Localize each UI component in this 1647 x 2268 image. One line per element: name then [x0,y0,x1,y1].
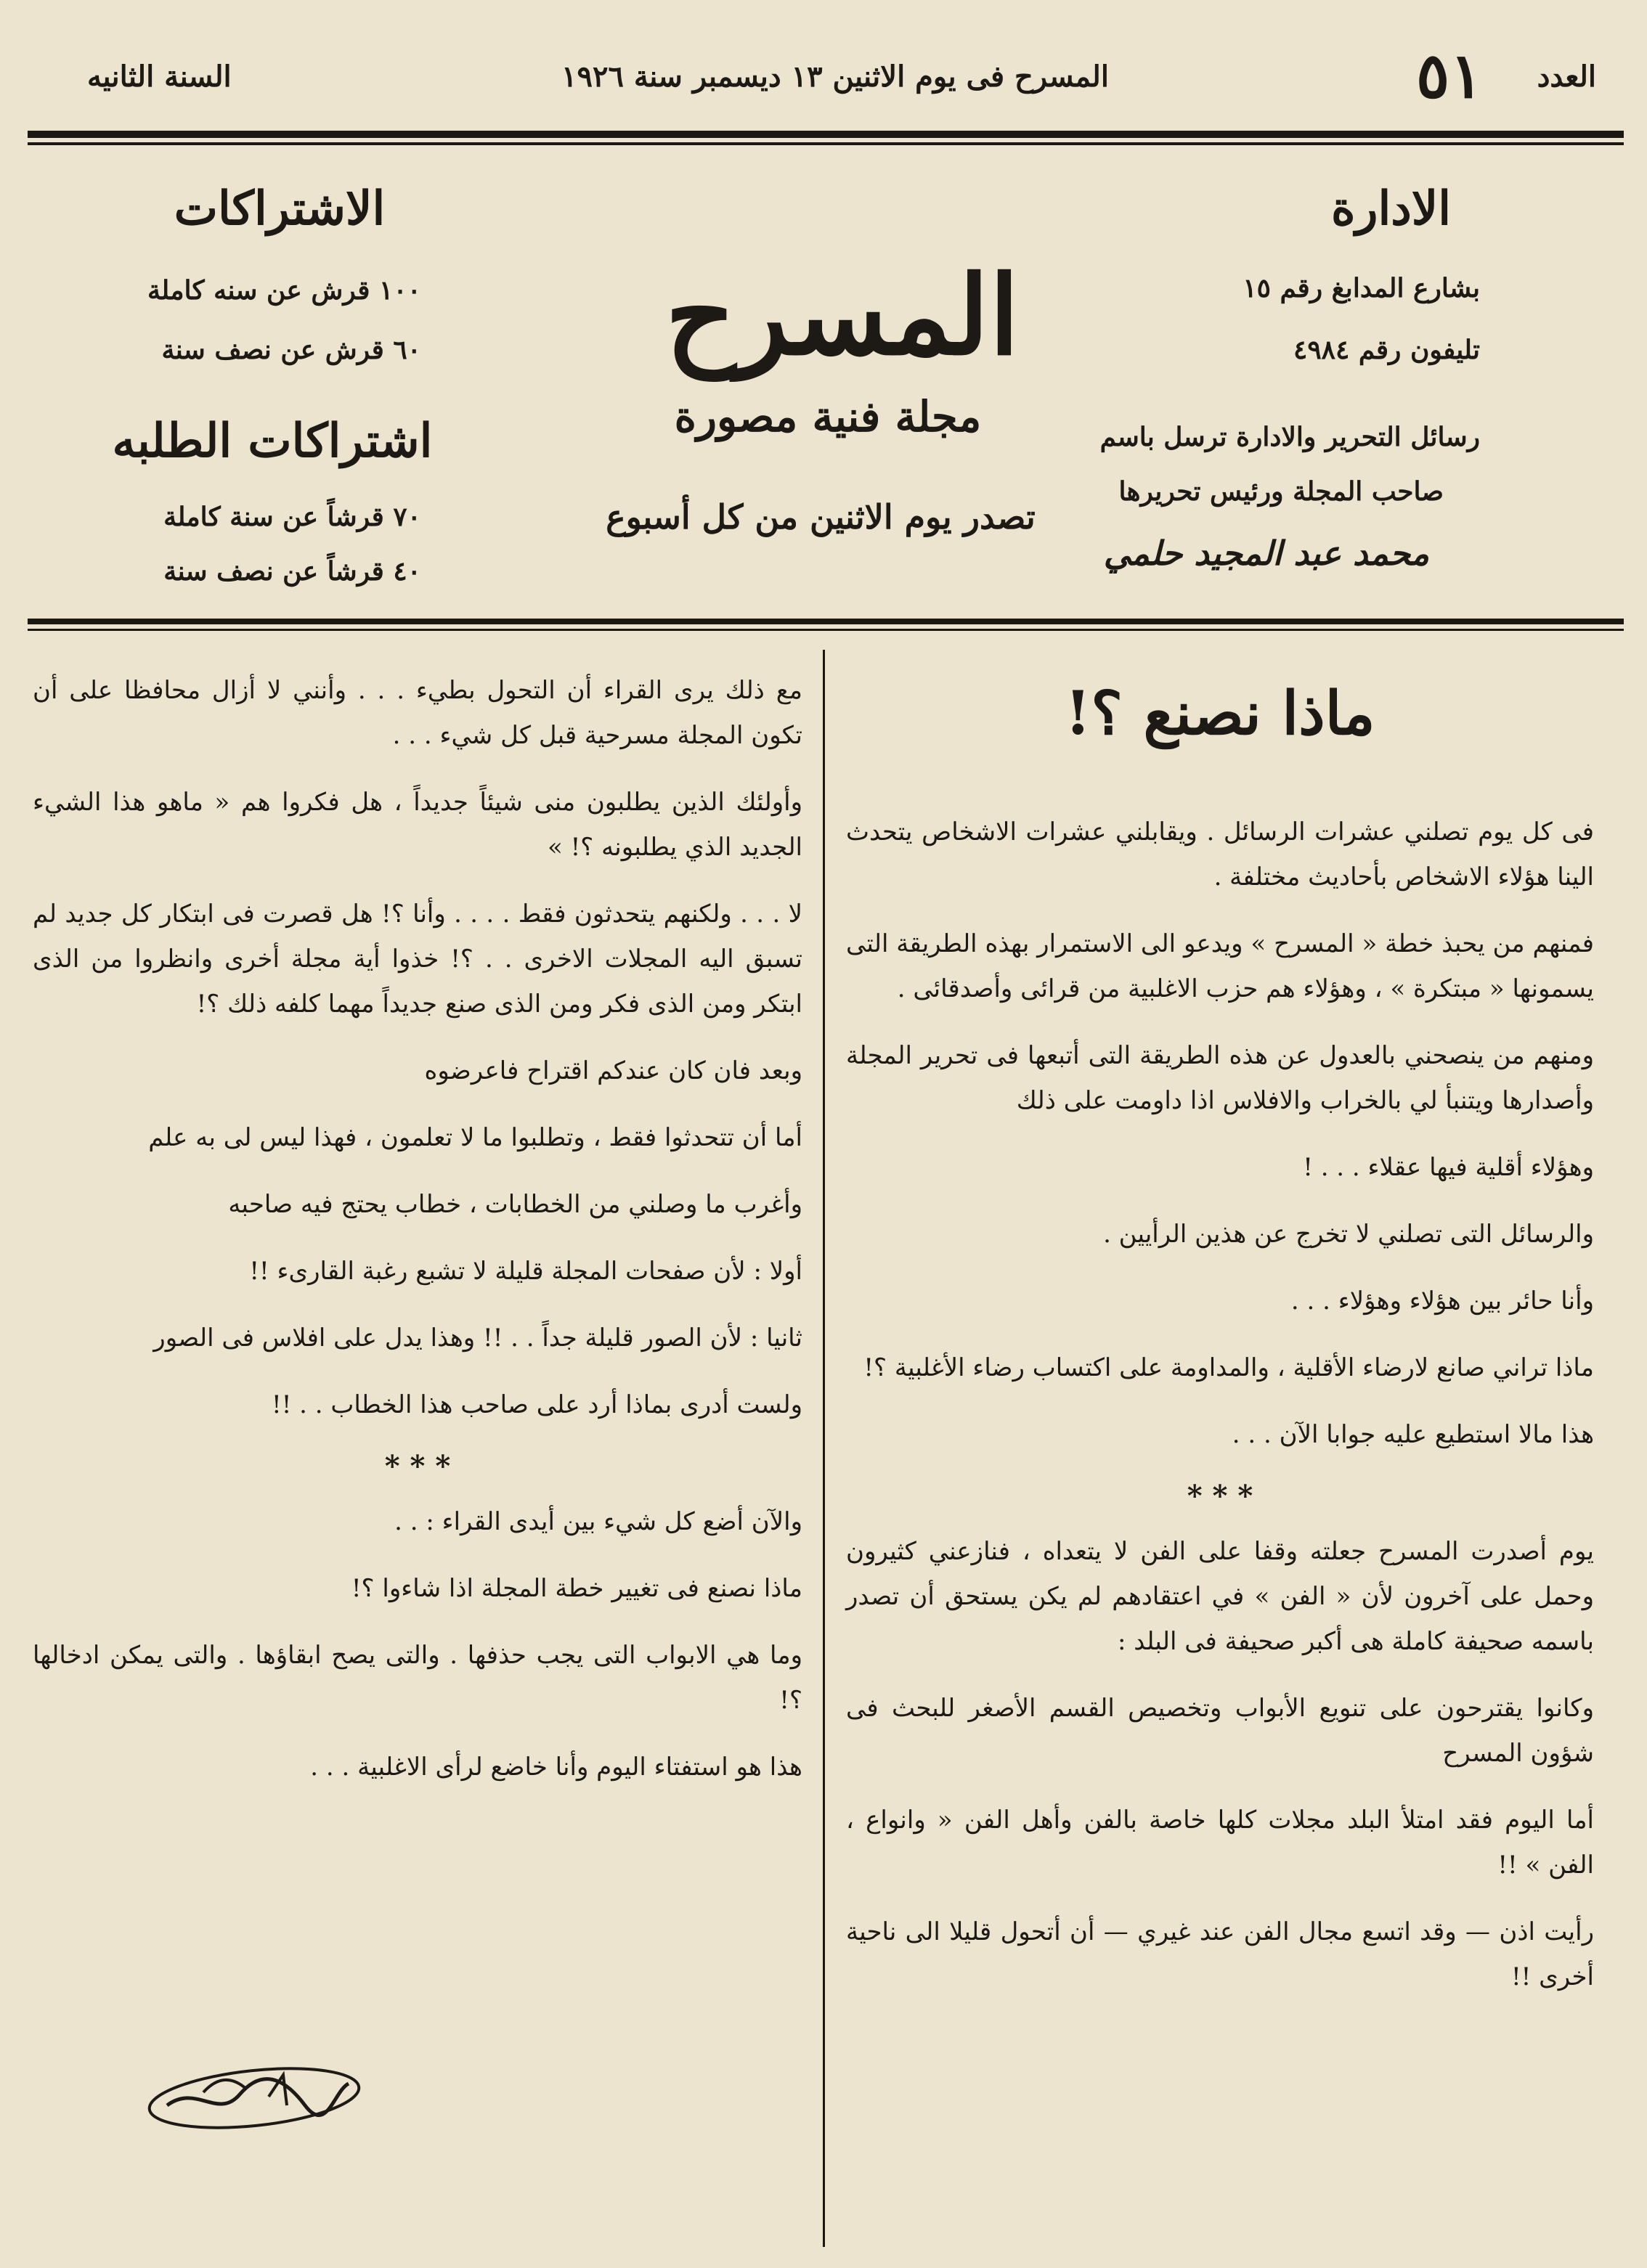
right-paragraph: ومنهم من ينصحني بالعدول عن هذه الطريقة التى أتبعها فى تحرير المجلة وأصدارها ويتنبأ لي بالخراب والافلاس اذا داومت على ذلك [846,1041,1594,1115]
article-right-column [846,809,1594,2021]
issue-number: ٥١ [1416,39,1484,113]
issue-label: العدد [1537,60,1596,94]
left-paragraph: وما هي الابواب التى يجب حذفها . والتى يصح ابقاؤها . والتى يمكن ادخالها ؟! [33,1641,802,1715]
top-double-rule-thin [28,142,1624,145]
right-paragraph: هذا مالا استطيع عليه جوابا الآن . . . [1232,1420,1594,1449]
left-paragraph: أولا : لأن صفحات المجلة قليلة لا تشبع رغبة القارىء !! [249,1257,802,1286]
column-divider [823,650,825,2247]
right-paragraph: أما اليوم فقد امتلأ البلد مجلات كلها خاصة بالفن وأهل الفن « وانواع ، الفن » !! [846,1806,1594,1880]
students-heading: اشتراكات الطلبه [112,414,433,468]
masthead-bottom-rule [28,619,1624,624]
students-line-2: ٤٠ قرشاً عن نصف سنة [163,556,421,587]
students-line-1: ٧٠ قرشاً عن سنة كاملة [163,502,421,532]
left-paragraph: وأولئك الذين يطلبون منى شيئاً جديداً ، هل فكروا هم « ماهو هذا الشيء الجديد الذي يطلبونه ؟! » [33,788,802,862]
left-paragraph: والآن أضع كل شيء بين أيدى القراء : . . [394,1507,802,1536]
subscriptions-heading: الاشتراكات [174,181,386,236]
administration-heading: الادارة [1331,181,1451,236]
section-stars: * * * [1187,1479,1253,1513]
left-paragraph: أما أن تتحدثوا فقط ، وتطلبوا ما لا تعلمون ، فهذا ليس لى به علم [148,1123,802,1152]
left-paragraph: ولست أدرى بماذا أرد على صاحب هذا الخطاب . . !! [272,1390,802,1419]
right-paragraph: فى كل يوم تصلني عشرات الرسائل . ويقابلني عشرات الاشخاص يتحدث الينا هؤلاء الاشخاص بأحاديث مختلفة . [846,817,1594,892]
right-paragraph: وكانوا يقترحون على تنويع الأبواب وتخصيص القسم الأصغر للبحث فى شؤون المسرح [846,1694,1594,1768]
article-left-column [33,668,802,1811]
masthead-subtitle: مجلة فنية مصورة [674,392,982,441]
year-label: السنة الثانيه [87,60,232,94]
left-paragraph: لا . . . ولكنهم يتحدثون فقط . . . . وأنا ؟! هل قصرت فى ابتكار كل جديد لم تسبق اليه المجلات الاخرى . . ؟! خذوا أية مجلة أخرى وانظروا من الذى ابتكر ومن الذى فكر ومن الذى صنع جديداً مهما كلفه ذلك ؟! [33,900,802,1019]
subscriptions-line-1: ١٠٠ قرش عن سنه كاملة [147,275,421,306]
masthead-title: المسرح [665,252,1020,380]
left-paragraph: مع ذلك يرى القراء أن التحول بطيء . . . وأنني لا أزال محافظا على أن تكون المجلة مسرحية قبل كل شيء . . . [33,676,802,750]
right-paragraph: والرسائل التى تصلني لا تخرج عن هذين الرأيين . [1103,1220,1594,1249]
right-paragraph: وأنا حائر بين هؤلاء وهؤلاء . . . [1290,1286,1594,1315]
left-paragraph: هذا هو استفتاء اليوم وأنا خاضع لرأى الاغلبية . . . [310,1753,802,1782]
right-paragraph: رأيت اذن — وقد اتسع مجال الفن عند غيري — أن أتحول قليلا الى ناحية أخرى !! [846,1917,1594,1991]
right-paragraph: فمنهم من يحبذ خطة « المسرح » ويدعو الى الاستمرار بهذه الطريقة التى يسمونها « مبتكرة » ، وهؤلاء هم حزب الاغلبية من قرائى وأصدقائى . [846,929,1594,1003]
right-paragraph: يوم أصدرت المسرح جعلته وقفا على الفن لا يتعداه ، فنازعني كثيرون وحمل على آخرون لأن « الفن » في اعتقادهم لم يكن يستحق أن تصدر باسمه صحيفة كاملة هى أكبر صحيفة فى البلد : [846,1537,1594,1656]
left-paragraph: ماذا نصنع فى تغيير خطة المجلة اذا شاءوا ؟! [351,1574,802,1603]
masthead-bottom-rule-thin [28,629,1624,631]
left-paragraph: وأغرب ما وصلني من الخطابات ، خطاب يحتج فيه صاحبه [228,1190,802,1219]
author-signature-icon [138,2055,370,2142]
administration-note-2: صاحب المجلة ورئيس تحريرها [1118,476,1444,507]
editor-signature: محمد عبد المجيد حلمي [1103,534,1429,573]
masthead-weekly: تصدر يوم الاثنين من كل أسبوع [606,497,1036,537]
left-paragraph: ثانيا : لأن الصور قليلة جداً . . !! وهذا يدل على افلاس فى الصور [153,1323,802,1353]
article-title: ماذا نصنع ؟! [1065,679,1375,748]
date-line: المسرح فى يوم الاثنين ١٣ ديسمبر سنة ١٩٢٦ [561,60,1109,94]
left-paragraph: وبعد فان كان عندكم اقتراح فاعرضوه [424,1056,802,1085]
right-paragraph: وهؤلاء أقلية فيها عقلاء . . . ! [1303,1153,1594,1182]
administration-note-1: رسائل التحرير والادارة ترسل باسم [1099,422,1480,452]
subscriptions-line-2: ٦٠ قرش عن نصف سنة [161,335,421,365]
right-paragraph: ماذا تراني صانع لارضاء الأقلية ، والمداومة على اكتساب رضاء الأغلبية ؟! [863,1353,1594,1382]
administration-address: بشارع المدابغ رقم ١٥ [1243,273,1480,303]
administration-phone: تليفون رقم ٤٩٨٤ [1293,335,1480,365]
section-stars: * * * [384,1449,451,1483]
top-double-rule [28,131,1624,138]
